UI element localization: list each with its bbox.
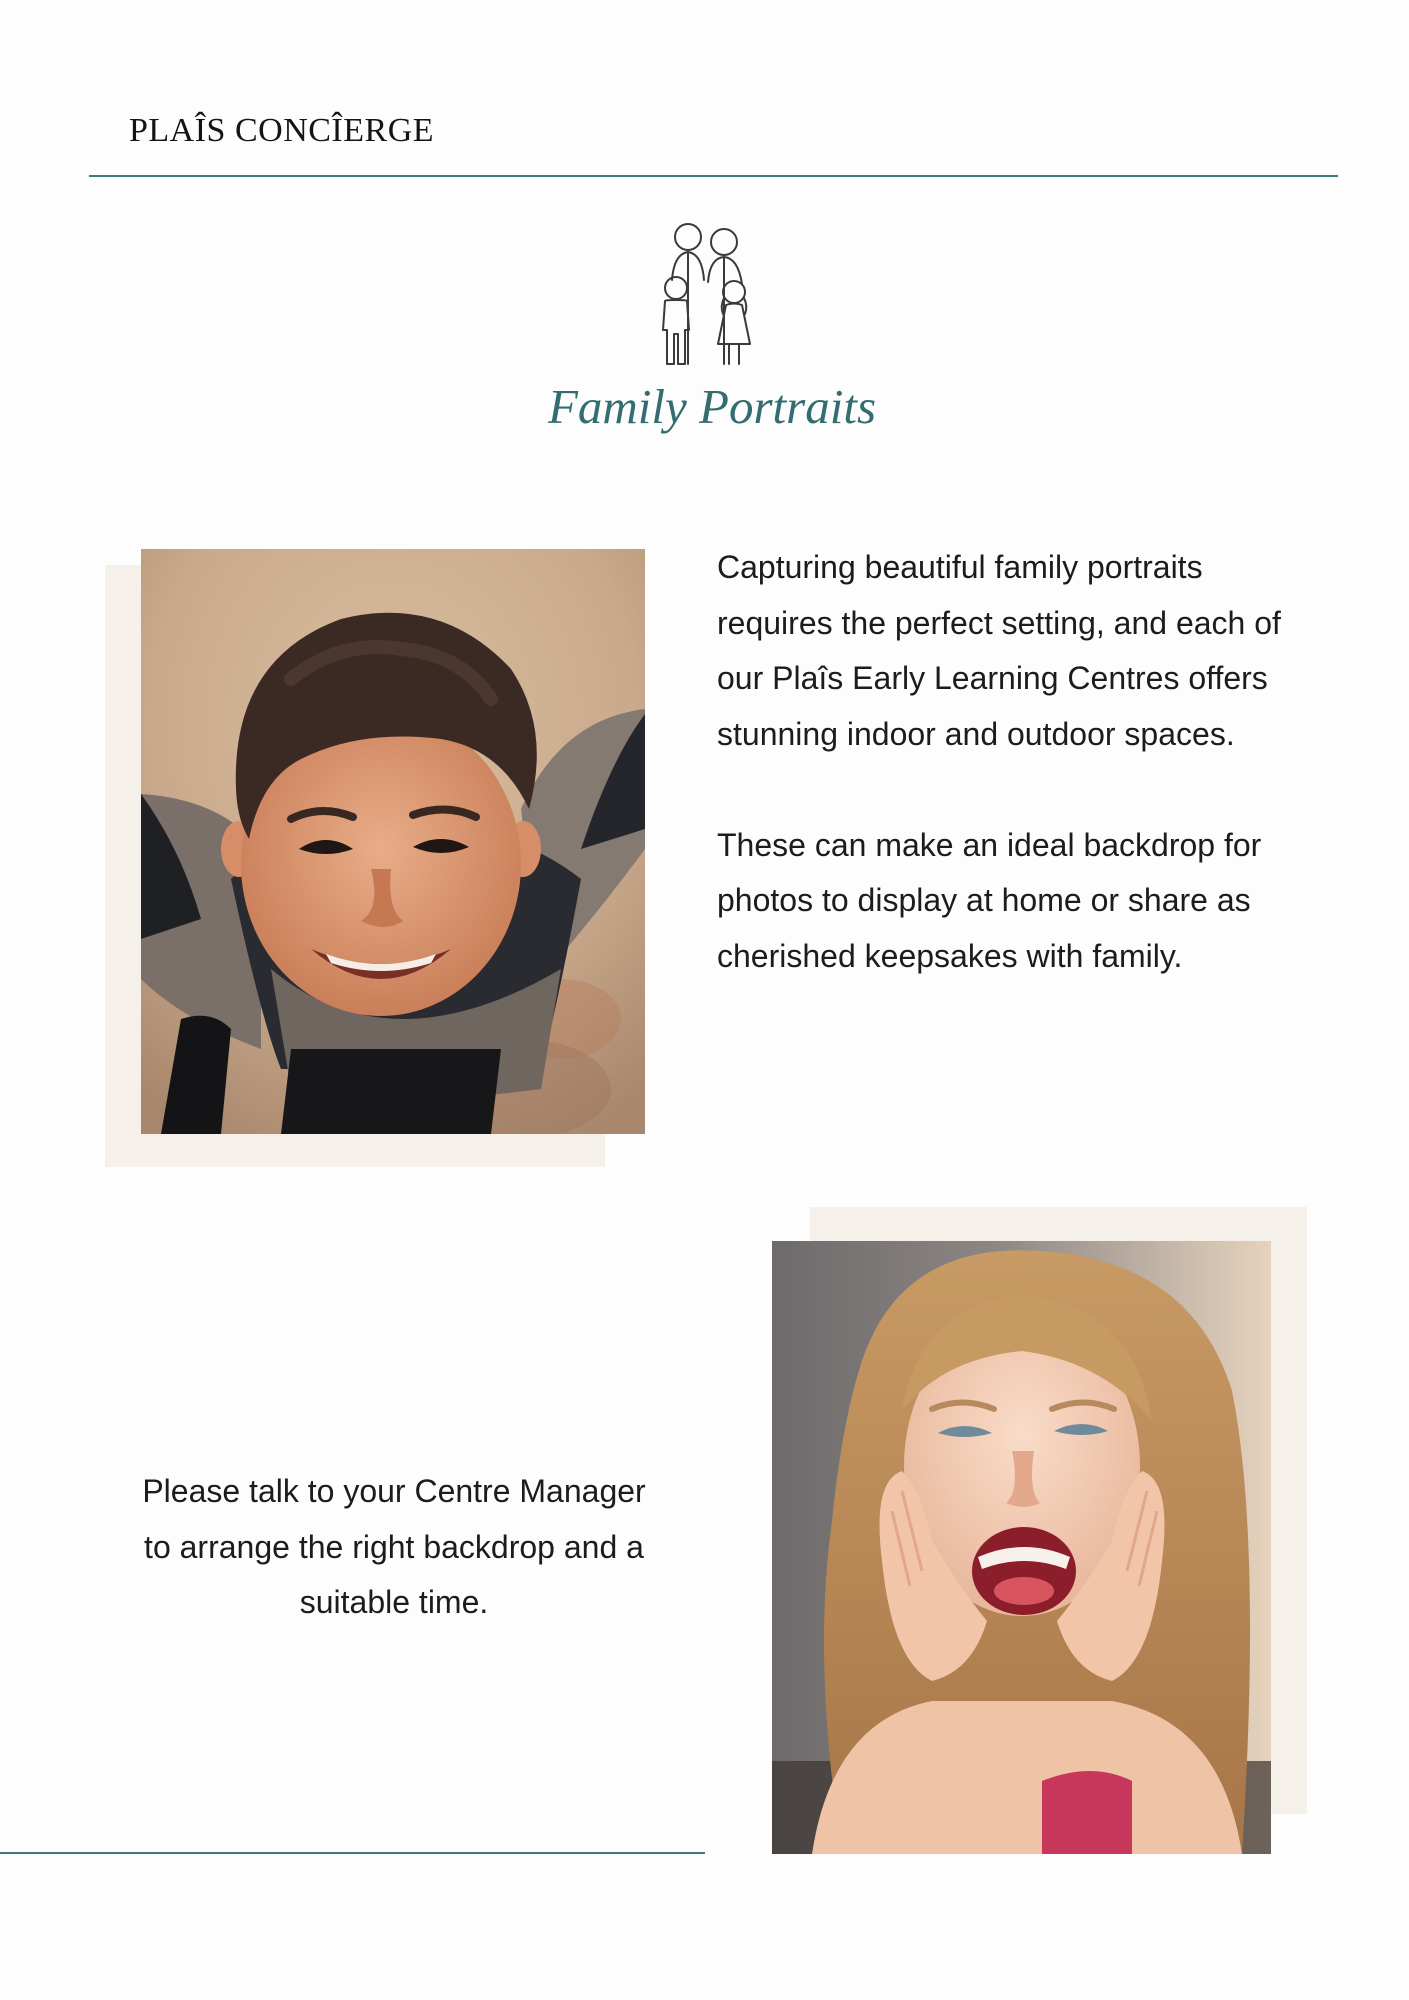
contact-paragraph: Please talk to your Centre Manager to arrange the right backdrop and a suitable time. <box>142 1473 646 1620</box>
section-title: Family Portraits <box>547 379 877 434</box>
contact-text <box>129 1464 659 1631</box>
family-icon <box>650 222 760 370</box>
intro-paragraph: These can make an ideal backdrop for photos to display at home or share as cherished keepsakes with family. <box>717 826 1262 974</box>
intro-text <box>717 540 1317 984</box>
footer-divider <box>0 1852 705 1854</box>
intro-paragraph: Capturing beautiful family portraits requires the perfect setting, and each of our Plaîs Early Learning Centres offers stunning indoor and outdoor spaces. <box>717 549 1281 752</box>
brand-name: PLAÎS CONCÎERGE <box>129 112 435 149</box>
smiling-boy-photo <box>141 549 645 1134</box>
laughing-girl-photo <box>772 1241 1271 1854</box>
header-divider <box>89 175 1338 177</box>
